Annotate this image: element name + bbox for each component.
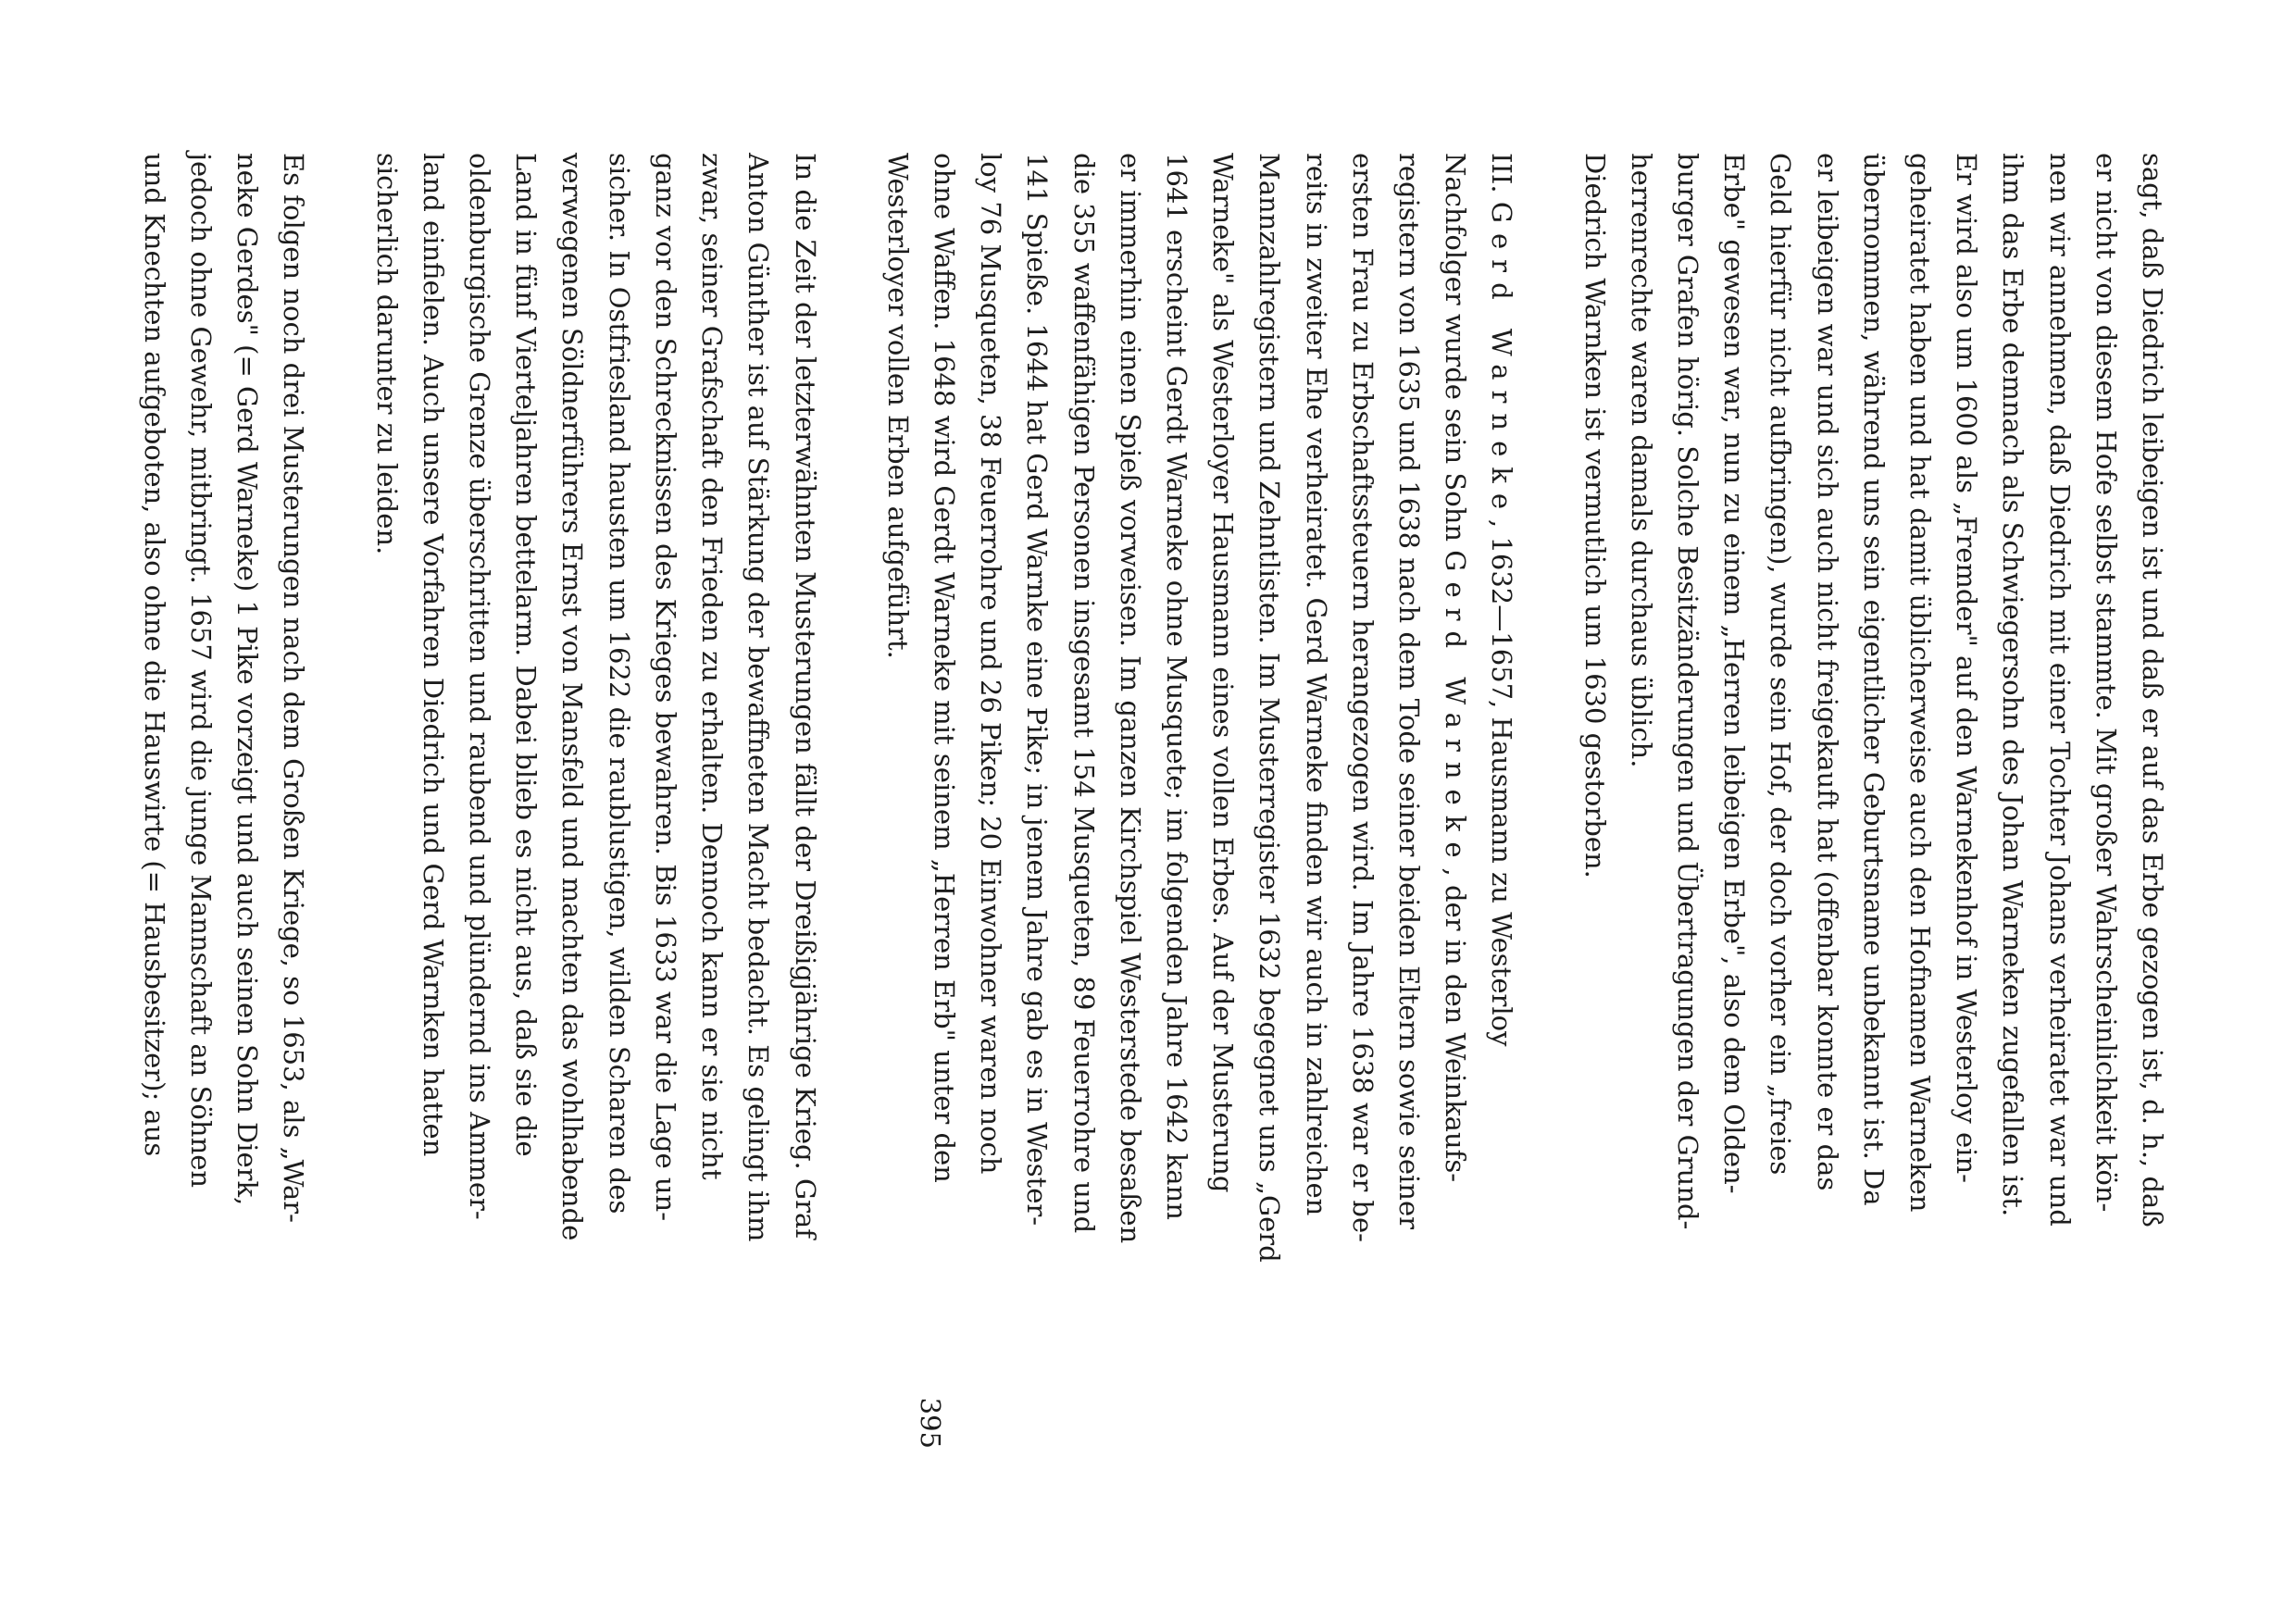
paragraph-gerd-warneke <box>875 153 1526 1449</box>
text-line: Er wird also um 1600 als „Fremder" auf den Warnekenhof in Westerloy ein- <box>1951 153 1983 1183</box>
heading-name: Gerd Warneke <box>1486 201 1518 520</box>
paragraph-gap <box>317 153 363 1449</box>
text-line: er leibeigen war und sich auch nicht freigekauft hat (offenbar konnte er das <box>1811 153 1843 1191</box>
text-line: die 355 waffenfähigen Personen insgesamt 154 Musqueten, 89 Feuerrohre und <box>1067 153 1100 1234</box>
rotated-book-page <box>138 153 2176 1449</box>
text-line: Es folgen noch drei Musterungen nach dem Großen Kriege, so 1653, als „War- <box>278 153 310 1223</box>
text-line: loy 76 Musqueten, 38 Feuerrohre und 26 Piken; 20 Einwohner waren noch <box>975 153 1007 1175</box>
text-line: er immerhin einen Spieß vorweisen. Im ganzen Kirchspiel Westerstede besaßen <box>1114 153 1146 1244</box>
text-line: Mannzahlregistern und Zehntlisten. Im Musterregister 1632 begegnet uns „Gerd <box>1254 153 1286 1263</box>
text-line: In die Zeit der letzterwähnten Musterungen fällt der Dreißigjährige Krieg. Graf <box>789 153 821 1240</box>
text-line: geheiratet haben und hat damit üblicherweise auch den Hofnamen Warneken <box>1903 153 1936 1213</box>
text-line: 141 Spieße. 1644 hat Gerd Warnke eine Pike; in jenem Jahre gab es in Wester- <box>1021 153 1054 1227</box>
text-line: oldenburgische Grenze überschritten und raubend und plündernd ins Ammer- <box>464 153 496 1220</box>
text-line: ihm das Erbe demnach als Schwiegersohn des Johan Warneken zugefallen ist. <box>1997 153 2029 1217</box>
paragraph-diedrich <box>1571 153 2176 1449</box>
text-line: ersten Frau zu Erbschaftssteuern herangezogen wird. Im Jahre 1638 war er be- <box>1346 153 1379 1242</box>
text-line <box>1432 153 1479 1449</box>
text-line: sicherlich darunter zu leiden. <box>370 153 403 555</box>
page-number: 395 <box>915 1397 946 1449</box>
text-line: Warneke" als Westerloyer Hausmann eines vollen Erbes. Auf der Musterung <box>1207 153 1240 1193</box>
text-line: ohne Waffen. 1648 wird Gerdt Warneke mit seinem „Herren Erb" unter den <box>928 153 960 1183</box>
text-line: burger Grafen hörig. Solche Besitzänderungen und Übertragungen der Grund- <box>1671 153 1703 1230</box>
text-line: land einfielen. Auch unsere Vorfahren Diedrich und Gerd Warnken hatten <box>417 153 449 1157</box>
text-line: Westerloyer vollen Erben aufgeführt. <box>881 153 914 659</box>
heading-numeral: III. <box>1486 153 1518 202</box>
text-line: 1641 erscheint Gerdt Warneke ohne Musquete; im folgenden Jahre 1642 kann <box>1160 153 1192 1220</box>
text-line: nen wir annehmen, daß Diedrich mit einer Tochter Johans verheiratet war und <box>2043 153 2076 1227</box>
text-line: Erbe" gewesen war, nun zu einem „Herren leibeigen Erbe", also dem Olden- <box>1718 153 1751 1194</box>
text-line: Diedrich Warnken ist vermutlich um 1630 gestorben. <box>1578 153 1611 878</box>
text-line: reits in zweiter Ehe verheiratet. Gerd Warneke finden wir auch in zahlreichen <box>1300 153 1332 1216</box>
text-line: zwar, seiner Grafschaft den Frieden zu erhalten. Dennoch kann er sie nicht <box>696 153 729 1180</box>
paragraph-musterungen <box>131 153 318 1449</box>
paragraph-gap <box>1525 153 1571 1449</box>
text-line: übernommen, während uns sein eigentlicher Geburtsname unbekannt ist. Da <box>1857 153 1890 1206</box>
heading-suffix: , 1632—1657, Hausmann zu Westerloy <box>1486 519 1518 1047</box>
spaced-name: Gerd Warneke <box>1440 550 1472 868</box>
text-line: ganz vor den Schrecknissen des Krieges bewahren. Bis 1633 war die Lage un- <box>649 153 681 1222</box>
text-line: jedoch ohne Gewehr, mitbringt. 1657 wird die junge Mannschaft an Söhnen <box>185 153 218 1189</box>
text-line: er nicht von diesem Hofe selbst stammte. Mit großer Wahrscheinlichkeit kön- <box>2090 153 2122 1213</box>
line-suffix: , der in den Weinkaufs- <box>1440 867 1472 1183</box>
section-heading <box>1479 153 1525 1449</box>
text-line: Geld hierfür nicht aufbringen), wurde sein Hof, der doch vorher ein „freies <box>1765 153 1797 1176</box>
line-prefix: Nachfolger wurde sein Sohn <box>1440 153 1472 551</box>
text-line: registern von 1635 und 1638 nach dem Tode seiner beiden Eltern sowie seiner <box>1392 153 1425 1230</box>
text-line: herrenrechte waren damals durchaus üblich. <box>1625 153 1657 768</box>
text-line: Anton Günther ist auf Stärkung der bewaffneten Macht bedacht. Es gelingt ihm <box>742 153 775 1242</box>
text-line: sicher. In Ostfriesland hausten um 1622 die raublustigen, wilden Scharen des <box>603 153 635 1215</box>
text-line: und Knechten aufgeboten, also ohne die Hauswirte (= Hausbesitzer); aus <box>138 153 170 1157</box>
text-line: neke Gerdes" (= Gerd Warneke) 1 Pike vorzeigt und auch seinen Sohn Dierk, <box>231 153 264 1206</box>
paragraph-thirty-years-war <box>363 153 828 1449</box>
text-line: verwegenen Söldnerführers Ernst von Mansfeld und machten das wohlhabende <box>556 153 589 1241</box>
paragraph-gap <box>829 153 875 1449</box>
text-line: sagt, daß Diedrich leibeigen ist und daß er auf das Erbe gezogen ist, d. h., daß <box>2137 153 2168 1227</box>
text-line: Land in fünf Vierteljahren bettelarm. Dabei blieb es nicht aus, daß sie die <box>510 153 543 1157</box>
